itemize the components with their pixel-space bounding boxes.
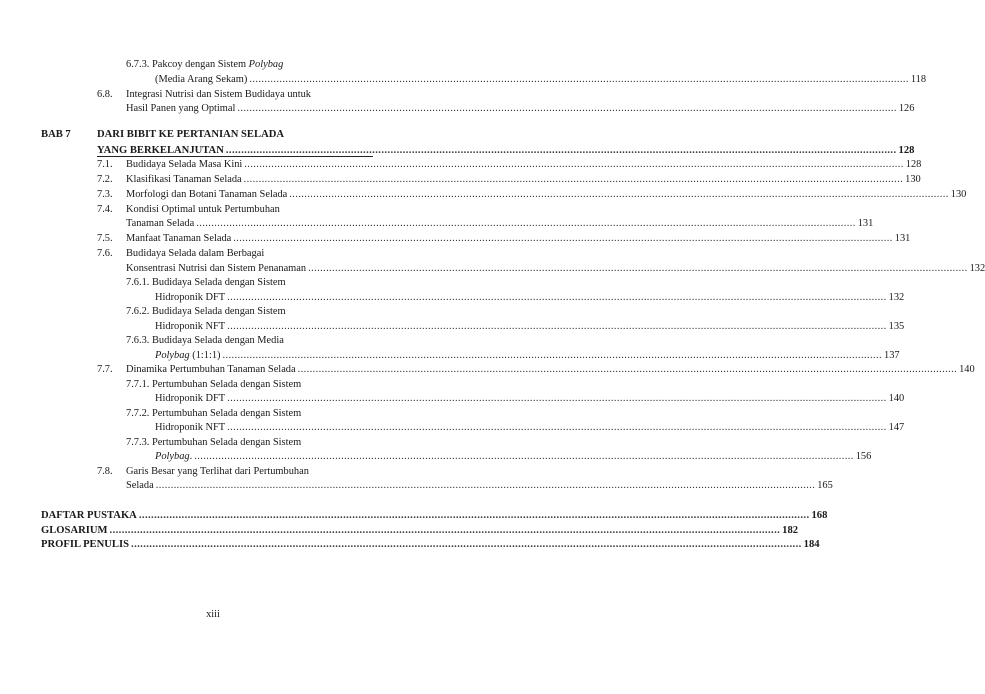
toc-entry[interactable]: [126, 187, 967, 202]
leader-dots: ............................................................................................................................................................................................................................: [249, 74, 909, 85]
toc-entry-title: [155, 391, 225, 406]
toc-entry-text: (Media Arang Sekam): [155, 74, 248, 85]
leader-dots: ............................................................................................................................................................................................................................: [227, 393, 887, 404]
toc-entry-title: [126, 275, 286, 290]
toc-entry-title: [41, 537, 129, 552]
toc-entry[interactable]: [126, 304, 373, 319]
toc-entry[interactable]: [155, 391, 905, 406]
toc-entry-text: 7.7.1. Pertumbuhan Selada dengan Sistem: [126, 379, 302, 390]
chapter-underline: [97, 156, 373, 157]
toc-entry-text: Tanaman Selada: [126, 218, 195, 229]
toc-entry-number: 6.8.: [97, 89, 113, 100]
toc-entry-page: 140: [959, 364, 975, 375]
toc-entry-text: DAFTAR PUSTAKA: [41, 510, 137, 521]
leader-dots: ............................................................................................................................................................................................................................: [109, 525, 781, 536]
toc-entry[interactable]: [155, 449, 872, 464]
leader-dots: ............................................................................................................................................................................................................................: [244, 159, 904, 170]
toc-entry-text: 6.7.3. Pakcoy dengan Sistem: [126, 59, 249, 70]
toc-entry[interactable]: [126, 246, 373, 261]
toc-entry-title: [155, 449, 192, 464]
leader-dots: ............................................................................................................................................................................................................................: [131, 539, 802, 550]
toc-entry-page: 131: [857, 218, 874, 229]
toc-entry[interactable]: [155, 72, 927, 87]
toc-entry-title: [155, 348, 221, 363]
toc-entry-title: [126, 231, 231, 246]
toc-entry-page: 128: [898, 145, 915, 156]
toc-entry-text: Hidroponik DFT: [155, 393, 226, 404]
toc-entry-text: 7.7.3. Pertumbuhan Selada dengan Sistem: [126, 437, 302, 448]
toc-entry-title: [126, 464, 309, 479]
toc-entry-text: Hidroponik NFT: [155, 422, 226, 433]
toc-entry-text: Selada: [126, 480, 154, 491]
toc-entry-text: Hidroponik DFT: [155, 292, 226, 303]
toc-entry[interactable]: [126, 87, 373, 102]
toc-entry[interactable]: [126, 464, 373, 479]
toc-entry-italic: Polybag: [155, 350, 190, 361]
toc-entry[interactable]: [126, 406, 373, 421]
toc-entry[interactable]: [126, 478, 833, 493]
toc-entry-number: BAB 7: [41, 129, 71, 140]
toc-entry-text: 7.6.1. Budidaya Selada dengan Sistem: [126, 277, 286, 288]
toc-entry-number: 7.8.: [97, 466, 113, 477]
toc-entry[interactable]: [126, 172, 921, 187]
toc-entry-italic: Polybag: [248, 59, 284, 70]
leader-dots: ............................................................................................................................................................................................................................: [243, 174, 904, 185]
toc-entry-text: Manfaat Tanaman Selada: [126, 233, 232, 244]
leader-dots: ............................................................................................................................................................................................................................: [289, 189, 949, 200]
toc-entry-title: [126, 172, 242, 187]
toc-entry[interactable]: [126, 333, 373, 348]
toc-entry-page: 128: [905, 159, 922, 170]
toc-entry-text: Integrasi Nutrisi dan Sistem Budidaya untuk: [126, 89, 311, 100]
toc-entry[interactable]: [126, 101, 915, 116]
toc-entry-title: [126, 261, 306, 276]
toc-entry-page: 130: [905, 174, 921, 185]
toc-entry-title: [155, 319, 225, 334]
toc-entry-page: 165: [817, 480, 833, 491]
toc-entry-title: [126, 377, 301, 392]
toc-entry-title: [126, 246, 264, 261]
toc-entry-title: [126, 187, 287, 202]
toc-entry-title: [126, 157, 242, 172]
toc-entry-title: [126, 435, 301, 450]
toc-entry-title: [126, 478, 154, 493]
toc-entry-text: Budidaya Selada dalam Berbagai: [126, 248, 265, 259]
toc-entry-page: 118: [910, 74, 927, 85]
leader-dots: ............................................................................................................................................................................................................................: [196, 218, 856, 229]
toc-entry-text: Konsentrasi Nutrisi dan Sistem Penanaman: [126, 263, 307, 274]
leader-dots: ............................................................................................................................................................................................................................: [227, 422, 887, 433]
toc-entry-title: [155, 72, 247, 87]
toc-entry-text: 7.7.2. Pertumbuhan Selada dengan Sistem: [126, 408, 302, 419]
toc-entry-page: 130: [950, 189, 967, 200]
leader-dots: ............................................................................................................................................................................................................................: [225, 145, 897, 156]
toc-entry-title: [126, 406, 301, 421]
toc-entry[interactable]: [41, 508, 828, 523]
toc-entry-text: Budidaya Selada Masa Kini: [126, 159, 243, 170]
leader-dots: ............................................................................................................................................................................................................................: [227, 292, 887, 303]
leader-dots: ............................................................................................................................................................................................................................: [237, 103, 897, 114]
toc-entry-text: Kondisi Optimal untuk Pertumbuhan: [126, 204, 280, 215]
toc-entry[interactable]: [155, 290, 905, 305]
toc-entry-text: Klasifikasi Tanaman Selada: [126, 174, 242, 185]
toc-entry-text: GLOSARIUM: [41, 525, 108, 536]
toc-entry-title: [126, 333, 284, 348]
toc-entry[interactable]: [126, 202, 373, 217]
toc-entry[interactable]: [41, 537, 820, 552]
toc-entry-page: 156: [855, 451, 872, 462]
toc-entry-number: 7.4.: [97, 204, 113, 215]
toc-entry-number: 7.2.: [97, 174, 113, 185]
toc-entry[interactable]: [126, 157, 922, 172]
toc-entry-number: 7.5.: [97, 233, 113, 244]
toc-entry-text: DARI BIBIT KE PERTANIAN SELADA: [97, 129, 285, 140]
toc-entry-title: [97, 127, 284, 142]
toc-entry-title: [126, 87, 311, 102]
toc-entry-text: PROFIL PENULIS: [41, 539, 130, 550]
toc-entry-page: 147: [888, 422, 905, 433]
leader-dots: ............................................................................................................................................................................................................................: [155, 480, 816, 491]
toc-entry-title: [126, 57, 283, 72]
toc-entry[interactable]: [126, 275, 373, 290]
toc-entry-suffix: (1:1:1): [189, 350, 221, 361]
toc-entry[interactable]: [155, 420, 905, 435]
toc-entry-number: 7.7.: [97, 364, 113, 375]
toc-entry[interactable]: [97, 127, 373, 142]
toc-entry[interactable]: [41, 523, 799, 538]
toc-entry-text: YANG BERKELANJUTAN: [97, 145, 224, 156]
page-number: xiii: [206, 609, 220, 620]
toc-entry-title: [155, 290, 225, 305]
leader-dots: ............................................................................................................................................................................................................................: [297, 364, 958, 375]
toc-entry-title: [126, 101, 235, 116]
leader-dots: ............................................................................................................................................................................................................................: [233, 233, 893, 244]
toc-entry[interactable]: [126, 57, 373, 72]
toc-entry-page: 132: [969, 263, 985, 274]
toc-entry[interactable]: [126, 231, 911, 246]
toc-entry-page: 135: [888, 321, 905, 332]
toc-entry[interactable]: [155, 348, 900, 363]
leader-dots: ............................................................................................................................................................................................................................: [194, 451, 854, 462]
toc-entry-page: 182: [782, 525, 799, 536]
toc-entry-page: 137: [884, 350, 900, 361]
leader-dots: ............................................................................................................................................................................................................................: [308, 263, 968, 274]
toc-entry[interactable]: [126, 377, 373, 392]
toc-entry-text: Hasil Panen yang Optimal: [126, 103, 236, 114]
toc-entry-title: [126, 362, 296, 377]
toc-entry-text: 7.6.3. Budidaya Selada dengan Media: [126, 335, 284, 346]
toc-entry-italic: Polybag: [155, 451, 190, 462]
toc-entry[interactable]: [126, 435, 373, 450]
leader-dots: ............................................................................................................................................................................................................................: [138, 510, 810, 521]
toc-entry-text: Hidroponik NFT: [155, 321, 226, 332]
toc-entry[interactable]: [126, 362, 975, 377]
toc-entry-page: 132: [888, 292, 905, 303]
toc-entry-text: 7.6.2. Budidaya Selada dengan Sistem: [126, 306, 286, 317]
toc-entry-title: [126, 304, 286, 319]
leader-dots: ............................................................................................................................................................................................................................: [227, 321, 887, 332]
leader-dots: ............................................................................................................................................................................................................................: [222, 350, 883, 361]
toc-entry-text: Morfologi dan Botani Tanaman Selada: [126, 189, 288, 200]
toc-entry-text: Garis Besar yang Terlihat dari Pertumbuhan: [126, 466, 309, 477]
toc-entry[interactable]: [126, 216, 874, 231]
toc-entry-number: 7.1.: [97, 159, 113, 170]
toc-entry-page: 126: [898, 103, 915, 114]
toc-entry-page: 168: [811, 510, 828, 521]
toc-entry-page: 140: [888, 393, 905, 404]
toc-entry-text: Dinamika Pertumbuhan Tanaman Selada: [126, 364, 296, 375]
toc-entry-page: 131: [894, 233, 911, 244]
toc-entry-suffix: .: [189, 451, 193, 462]
toc-entry[interactable]: [155, 319, 905, 334]
toc-entry-title: [41, 523, 108, 538]
toc-entry[interactable]: [126, 261, 985, 276]
toc-entry-title: [126, 202, 280, 217]
toc-entry-title: [155, 420, 225, 435]
toc-entry-number: 7.6.: [97, 248, 113, 259]
toc-entry-number: 7.3.: [97, 189, 113, 200]
toc-entry-title: [126, 216, 194, 231]
toc-entry-title: [41, 508, 137, 523]
toc-entry-page: 184: [803, 539, 820, 550]
